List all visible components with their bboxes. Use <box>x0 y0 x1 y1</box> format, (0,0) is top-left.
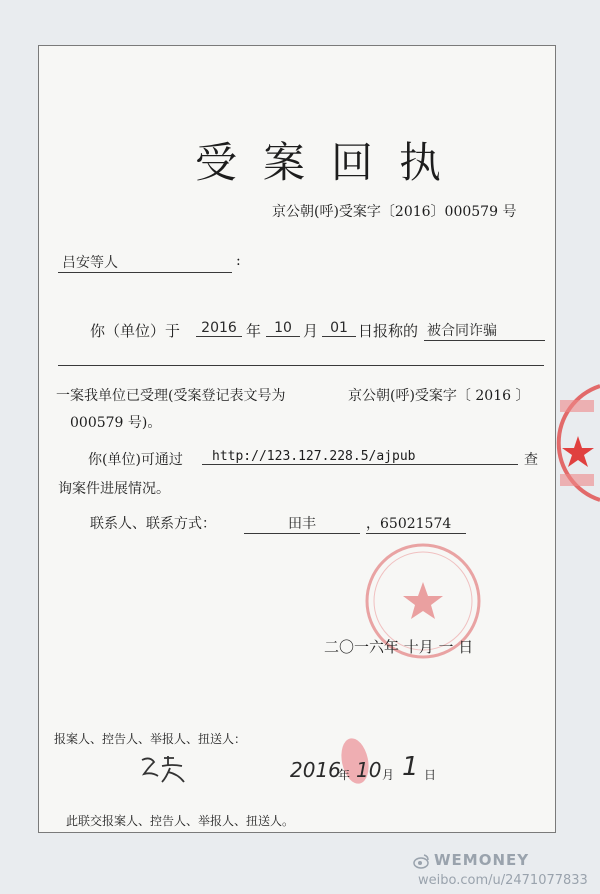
watermark-brand: WEMONEY <box>434 851 530 869</box>
recipient-name: 吕安等人 <box>58 252 232 273</box>
query-prefix: 你(单位)可通过 <box>88 452 183 468</box>
contact-phone: ，65021574 <box>366 513 466 534</box>
query-line-2: 询案件进展情况。 <box>58 481 170 497</box>
signers-label: 报案人、控告人、举报人、扭送人： <box>54 732 247 746</box>
report-day-suffix: 日报称的 <box>358 322 419 340</box>
signature-day-unit: 日 <box>424 768 437 782</box>
document-title: 受案回执 <box>195 138 468 187</box>
watermark-url: weibo.com/u/2471077833 <box>418 873 588 888</box>
signature-month-unit: 月 <box>382 768 395 782</box>
recipient-colon: : <box>236 253 241 269</box>
signature-year: 2016 <box>290 758 341 782</box>
contact-name: 田丰 <box>244 513 360 534</box>
report-matter: 被合同诈骗 <box>424 320 545 341</box>
weibo-logo-icon <box>412 852 430 870</box>
case-number: 京公朝(呼)受案字〔2016〕000579 号 <box>272 204 517 220</box>
issue-date: 二〇一六年 十月 一 日 <box>324 638 474 656</box>
contact-label: 联系人、联系方式： <box>90 516 216 532</box>
report-month-unit: 月 <box>303 322 319 340</box>
accept-reference: 京公朝(呼)受案字〔 2016 〕 <box>348 388 530 404</box>
footer-note: 此联交报案人、控告人、举报人、扭送人。 <box>66 814 295 828</box>
signature-year-unit: 年 <box>338 768 351 782</box>
accept-line-2: 000579 号)。 <box>70 415 162 431</box>
handwritten-signature <box>138 752 190 786</box>
accept-line-1: 一案我单位已受理(受案登记表文号为 <box>56 388 286 404</box>
report-year: 2016 <box>196 320 242 337</box>
report-prefix: 你（单位）于 <box>90 322 181 340</box>
query-url: http://123.127.228.5/ajpub <box>202 449 518 465</box>
blank-rule <box>58 365 544 366</box>
signature-day: 1 <box>402 752 419 782</box>
report-year-unit: 年 <box>246 322 262 340</box>
report-month: 10 <box>266 320 300 337</box>
report-day: 01 <box>322 320 356 337</box>
signature-month: 10 <box>356 758 382 782</box>
query-suffix: 查 <box>524 452 538 468</box>
partial-red-stamp <box>548 378 600 508</box>
